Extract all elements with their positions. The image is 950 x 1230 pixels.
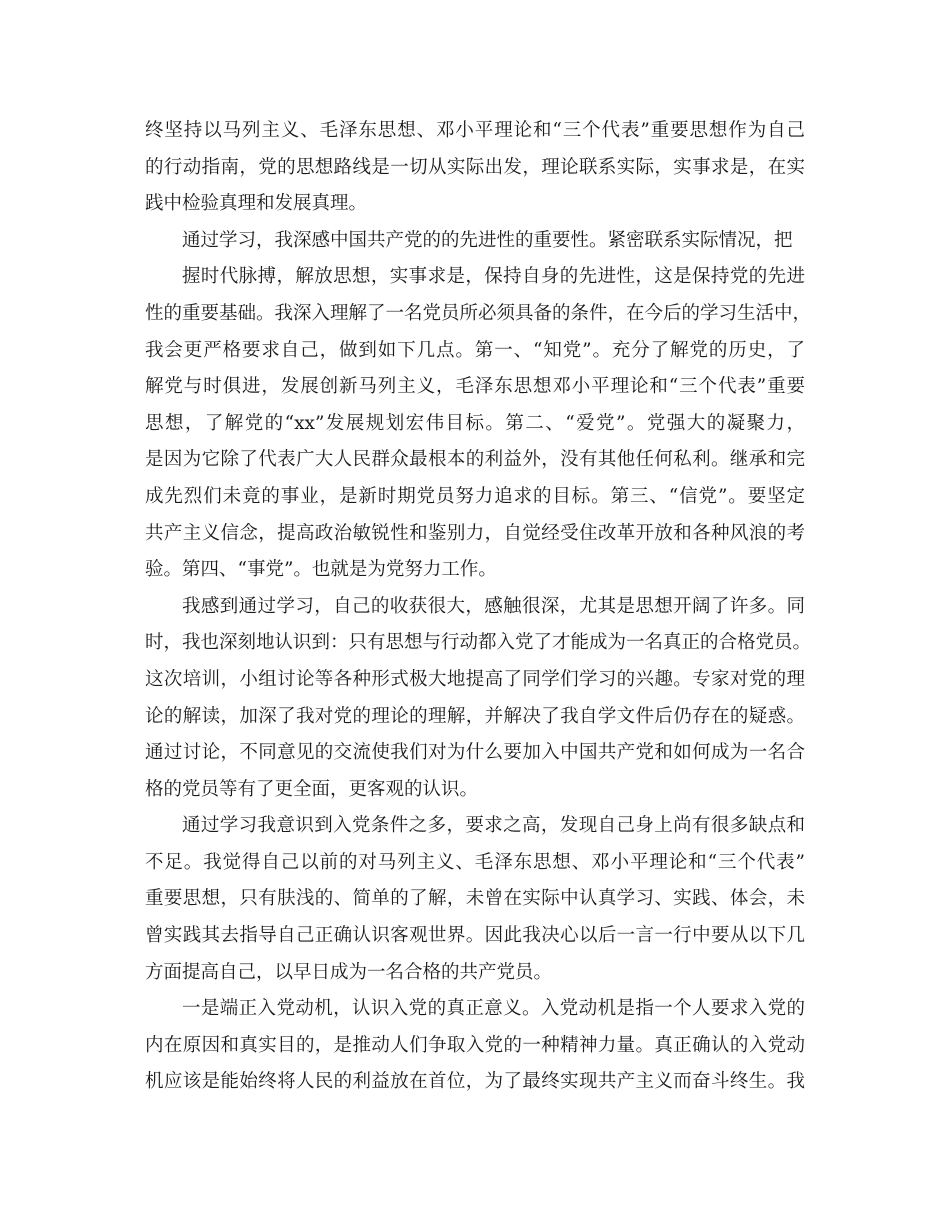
paragraph [145,223,805,260]
text-line: 共产主义信念，提高政治敏锐性和鉴别力，自觉经受住改革开放和各种风浪的考 [145,522,805,544]
text-line: 握时代脉搏，解放思想，实事求是，保持自身的先进性，这是保持党的先进 [182,266,805,288]
text-line: 格的党员等有了更全面，更客观的认识。 [145,778,479,800]
document-body [145,113,812,1101]
paragraph [145,808,805,991]
text-line: 通过讨论，不同意见的交流使我们对为什么要加入中国共产党和如何成为一名合 [145,742,805,764]
text-line: 的行动指南，党的思想路线是一切从实际出发，理论联系实际，实事求是，在实 [145,156,805,178]
text-line: 曾实践其去指导自己正确认识客观世界。因此我决心以后一言一行中要从以下几 [145,925,805,947]
text-line: 论的解读，加深了我对党的理论的理解，并解决了我自学文件后仍存在的疑惑。 [145,705,805,727]
paragraph [145,259,812,588]
paragraph [145,991,805,1101]
paragraph [145,589,812,809]
text-line: 重要思想，只有肤浅的、简单的了解，未曾在实际中认真学习、实践、体会，未 [145,888,805,910]
text-line: 我感到通过学习，自己的收获很大，感触很深，尤其是思想开阔了许多。同 [182,595,805,617]
text-line: 时，我也深刻地认识到：只有思想与行动都入党了才能成为一名真正的合格党员。 [145,632,812,654]
text-line: 通过学习我意识到入党条件之多，要求之高，发现自己身上尚有很多缺点和 [182,815,805,837]
text-line: 是因为它除了代表广大人民群众最根本的利益外，没有其他任何私利。继承和完 [145,449,805,471]
text-line: 性的重要基础。我深入理解了一名党员所必须具备的条件，在今后的学习生活中， [145,302,812,324]
text-line: 思想，了解党的“xx”发展规划宏伟目标。第二、“爱党”。党强大的凝聚力， [145,412,805,434]
text-line: 这次培训，小组讨论等各种形式极大地提高了同学们学习的兴趣。专家对党的理 [145,668,805,690]
text-line: 内在原因和真实目的，是推动人们争取入党的一种精神力量。真正确认的入党动 [145,1034,805,1056]
text-line: 践中检验真理和发展真理。 [145,193,368,215]
text-line: 一是端正入党动机，认识入党的真正意义。入党动机是指一个人要求入党的 [182,998,805,1020]
text-line: 解党与时俱进，发展创新马列主义，毛泽东思想邓小平理论和“三个代表”重要 [145,376,805,398]
text-line: 终坚持以马列主义、毛泽东思想、邓小平理论和“三个代表”重要思想作为自己 [145,120,805,141]
paragraph [145,113,805,223]
text-line: 不足。我觉得自己以前的对马列主义、毛泽东思想、邓小平理论和“三个代表” [145,851,805,873]
text-line: 通过学习，我深感中国共产党的的先进性的重要性。紧密联系实际情况，把 [182,229,793,251]
text-line: 验。第四、“事党”。也就是为党努力工作。 [145,559,497,581]
text-line: 成先烈们未竟的事业，是新时期党员努力追求的目标。第三、“信党”。要坚定 [145,485,805,507]
text-line: 我会更严格要求自己，做到如下几点。第一、“知党”。充分了解党的历史，了 [145,339,805,361]
text-line: 机应该是能始终将人民的利益放在首位，为了最终实现共产主义而奋斗终生。我 [145,1071,805,1093]
text-line: 方面提高自己，以早日成为一名合格的共产党员。 [145,961,553,983]
